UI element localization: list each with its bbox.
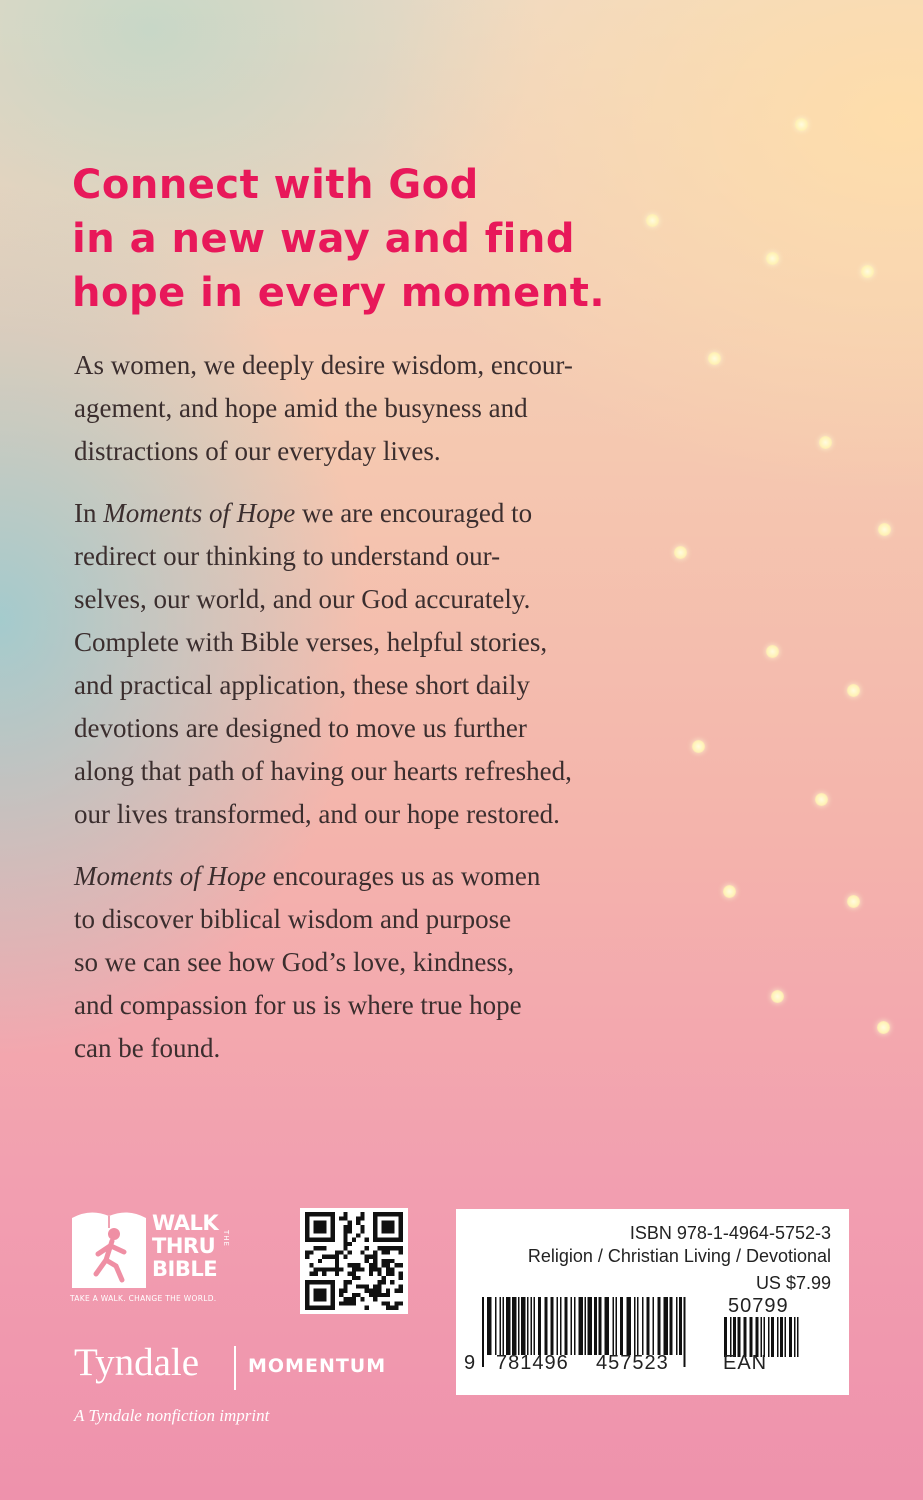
text-line: Complete with Bible verses, helpful stories, <box>74 627 548 657</box>
barcode-panel <box>456 1209 849 1395</box>
headline-line: Connect with God <box>72 162 479 208</box>
barcode-bar <box>530 1297 532 1355</box>
barcode-bar <box>521 1297 526 1355</box>
text-line <box>74 492 634 535</box>
barcode-bar <box>730 1317 732 1357</box>
category-text: Religion / Christian Living / Devotional <box>527 1246 831 1266</box>
text-line: distractions of our everyday lives. <box>74 436 441 466</box>
barcode-bar <box>605 1297 610 1355</box>
light-dot <box>692 740 705 753</box>
barcode-bar <box>506 1297 511 1355</box>
barcode-bar <box>551 1297 554 1355</box>
barcode-bar <box>670 1297 673 1355</box>
headline-line: in a new way and find <box>72 216 575 262</box>
barcode-bar <box>565 1297 568 1355</box>
barcode-bar <box>518 1297 520 1355</box>
light-dot <box>766 645 779 658</box>
barcode-bar <box>544 1297 547 1355</box>
barcode-bar <box>538 1297 541 1355</box>
light-dot <box>878 523 891 536</box>
text-fragment: In <box>74 498 104 528</box>
light-dot <box>877 1021 890 1034</box>
logo-divider <box>234 1346 236 1390</box>
text-fragment: encourages us as women <box>265 861 541 891</box>
barcode-bar <box>785 1317 787 1357</box>
barcode-bar <box>756 1317 759 1357</box>
light-dot <box>723 885 736 898</box>
qr-code <box>300 1208 408 1314</box>
barcode-bar <box>615 1297 617 1355</box>
book-title: Moments of Hope <box>74 861 266 891</box>
barcode-bar <box>512 1297 517 1355</box>
barcode-bar <box>560 1297 562 1355</box>
barcode-bar <box>612 1297 614 1355</box>
barcode-bar <box>482 1297 484 1367</box>
barcode-bar <box>579 1297 584 1355</box>
barcode-bar <box>500 1297 502 1355</box>
walking-figure-icon <box>70 1208 148 1290</box>
barcode-bar <box>557 1297 559 1355</box>
headline-line: hope in every moment. <box>72 270 606 316</box>
text-line: devotions are designed to move us further <box>74 713 527 743</box>
walk-thru-bible-logo <box>70 1208 250 1304</box>
barcode-bar <box>664 1297 669 1355</box>
barcode-bar <box>750 1317 753 1357</box>
barcode-bar <box>768 1317 770 1357</box>
ean-label: EAN <box>723 1352 768 1374</box>
wordmark-the: THE <box>222 1230 230 1247</box>
barcode-bar <box>794 1317 796 1357</box>
walk-thru-bible-wordmark <box>152 1212 218 1281</box>
light-dot <box>861 265 874 278</box>
barcode-bar <box>571 1297 573 1355</box>
barcode-bar <box>574 1297 576 1355</box>
barcode-bar <box>738 1317 741 1357</box>
barcode-digits-right: 457523 <box>596 1352 669 1374</box>
barcode-bar <box>626 1297 631 1355</box>
text-line <box>74 855 634 898</box>
barcode-bar <box>642 1297 644 1355</box>
imprint-note: A Tyndale nonfiction imprint <box>74 1406 270 1425</box>
walk-thru-bible-tagline: TAKE A WALK. CHANGE THE WORLD. <box>70 1294 217 1303</box>
barcode-bar <box>495 1297 497 1355</box>
barcode-bar <box>487 1297 492 1355</box>
text-line: so we can see how God’s love, kindness, <box>74 947 515 977</box>
wordmark-line: THRU <box>152 1234 216 1258</box>
barcode-bar <box>744 1317 747 1357</box>
text-line: to discover biblical wisdom and purpose <box>74 904 512 934</box>
text-fragment: we are encouraged to <box>295 498 533 528</box>
barcode-digits-left: 781496 <box>496 1352 569 1374</box>
barcode-bar <box>797 1317 799 1357</box>
wordmark-line: BIBLE <box>152 1257 218 1281</box>
barcode-bar <box>763 1317 765 1357</box>
barcode-bar <box>684 1297 686 1367</box>
light-dot <box>766 252 779 265</box>
addon-digits: 50799 <box>728 1295 789 1317</box>
barcode-bar <box>777 1317 779 1357</box>
light-dot <box>795 118 808 131</box>
light-dot <box>771 990 784 1003</box>
barcode-bar <box>679 1297 682 1355</box>
light-dot <box>674 546 687 559</box>
text-line: and compassion for us is where true hope <box>74 990 522 1020</box>
barcode-bar <box>733 1317 736 1357</box>
isbn-text: ISBN 978-1-4964-5752-3 <box>629 1223 831 1243</box>
text-line: selves, our world, and our God accurately. <box>74 584 531 614</box>
barcode-bar <box>771 1317 774 1357</box>
paragraph-3 <box>74 855 634 1070</box>
barcode-bar <box>676 1297 678 1355</box>
price-text: US $7.99 <box>755 1273 831 1293</box>
text-line: can be found. <box>74 1033 221 1063</box>
paragraph-2 <box>74 492 634 836</box>
light-dot <box>708 352 721 365</box>
barcode-bar <box>598 1297 601 1355</box>
light-dot <box>819 436 832 449</box>
book-title: Moments of Hope <box>103 498 296 528</box>
barcode-bar <box>653 1297 655 1355</box>
barcode-bar <box>527 1297 529 1355</box>
barcode-bar <box>594 1297 597 1355</box>
description <box>74 344 634 1089</box>
barcode-bar <box>760 1317 762 1357</box>
wordmark-line: WALK <box>152 1211 219 1235</box>
barcode-bar <box>588 1297 593 1355</box>
barcode-bar <box>657 1297 660 1355</box>
barcode-lead-digit: 9 <box>464 1352 477 1374</box>
barcode-bar <box>637 1297 639 1355</box>
headline <box>72 158 605 320</box>
text-line: As women, we deeply desire wisdom, encour- <box>74 350 573 380</box>
momentum-logo: MOMENTUM <box>248 1355 387 1377</box>
barcode-bar <box>780 1317 783 1357</box>
barcode-bar <box>585 1297 587 1355</box>
barcode-bar <box>789 1317 792 1357</box>
text-line: along that path of having our hearts refreshed, <box>74 756 572 786</box>
barcode-bar <box>634 1297 636 1355</box>
text-line: our lives transformed, and our hope restored. <box>74 799 560 829</box>
tyndale-logo: Tyndale <box>74 1341 200 1384</box>
text-line: and practical application, these short daily <box>74 670 530 700</box>
text-line: agement, and hope amid the busyness and <box>74 393 528 423</box>
barcode-bar <box>647 1297 650 1355</box>
barcode-bar <box>503 1297 505 1355</box>
light-dot <box>847 684 860 697</box>
light-dot <box>646 214 659 227</box>
light-dot <box>847 895 860 908</box>
paragraph-1 <box>74 344 634 473</box>
text-line: redirect our thinking to understand our- <box>74 541 501 571</box>
barcode-bar <box>620 1297 623 1355</box>
light-dot <box>815 793 828 806</box>
barcode-bar <box>533 1297 535 1355</box>
barcode-bar <box>724 1317 727 1357</box>
